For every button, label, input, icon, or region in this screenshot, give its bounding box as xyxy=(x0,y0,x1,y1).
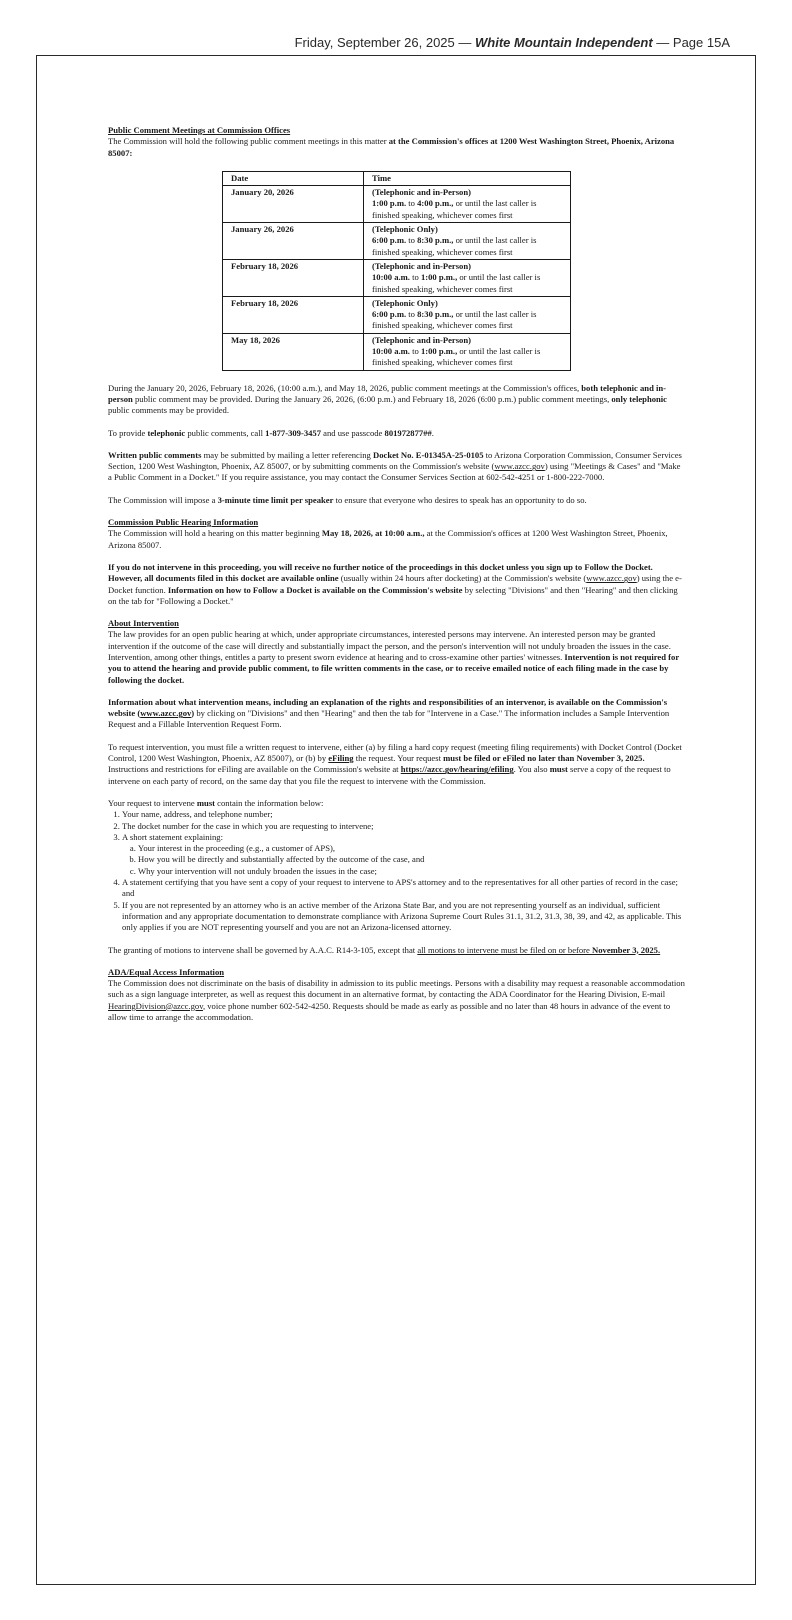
meetings-intro: The Commission will hold the following public comment meetings in this matter at the Commission's offices at 1200 West Washington Street, Phoenix, Arizona 85007: xyxy=(108,136,675,158)
intervention-info-paragraph: Information about what intervention means, including an explanation of the rights and responsibilities of an intervenor, is available on the Commission's website (www.azcc.gov) by clicking on "Divisions" and then "Hearing" and then the tab for "Intervene in a Case." The information includes a Sample Intervention Request and a Fillable Intervention Request Form. xyxy=(108,696,670,730)
column-header-time: Time xyxy=(364,171,571,185)
meeting-time: (Telephonic and in-Person) 10:00 a.m. to 1:00 p.m., or until the last caller is finished speaking, whichever comes first xyxy=(364,259,571,296)
meeting-time: (Telephonic and in-Person) 1:00 p.m. to 4:00 p.m., or until the last caller is finished speaking, whichever comes first xyxy=(364,186,571,223)
time-limit-paragraph: The Commission will impose a 3-minute time limit per speaker to ensure that everyone who desires to speak has an opportunity to do so. xyxy=(108,494,587,505)
meeting-format-paragraph: During the January 20, 2026, February 18, 2026, (10:00 a.m.), and May 18, 2026, public comment meetings at the Commission's offices, both telephonic and in-person public comment may be provided. During the January 26, 2026, (6:00 p.m.) and February 18, 2026 (6:00 p.m.) public comment meetings, only telephonic public comments may be provided. xyxy=(108,382,667,416)
list-item: 1. Your name, address, and telephone number; xyxy=(122,809,686,820)
list-item: 5. If you are not represented by an attorney who is an active member of the Arizona State Bar, and you are not representing yourself as an individual, sufficient information and any appropriate documentation to demonstrate compliance with Arizona Supreme Court Rules 31.1, 31.2, 31.3, 38, 39, and 42, as applicable. This only applies if you are NOT representing yourself and you are not an Arizona-licensed attorney. xyxy=(122,900,686,934)
section-title-ada: ADA/Equal Access Information xyxy=(108,966,225,977)
notice-body xyxy=(108,125,686,1034)
list-item: a. Your interest in the proceeding (e.g., a customer of APS), xyxy=(138,843,686,854)
list-item: b. How you will be directly and substantially affected by the outcome of the case, and xyxy=(138,854,686,865)
table-row xyxy=(223,296,571,333)
list-item: 3. A short statement explaining: a. Your interest in the proceeding (e.g., a customer of APS), b. How you will be directly and substantially affected by the outcome of the case, and c. Why your intervention will not unduly broaden the issues in the case; xyxy=(122,832,686,877)
table-header-row xyxy=(223,171,571,185)
intervention-request-paragraph: To request intervention, you must file a written request to intervene, either (a) by filing a hard copy request (meeting filing requirements) with Docket Control (Docket Control, 1200 West Washington, Phoenix, AZ 85007), or (b) by eFiling the request. Your request must be filed or eFiled no later than November 3, 2025. Instructions and restrictions for eFiling are available on the Commission's website at https://azcc.gov/hearing/efiling. You also must serve a copy of the request to intervene on each party of record, on the same day that you file the request to intervene with the Commission. xyxy=(108,741,682,786)
list-item: c. Why your intervention will not unduly broaden the issues in the case; xyxy=(138,866,686,877)
list-item: 4. A statement certifying that you have sent a copy of your request to intervene to APS's attorney and to the representatives for all other parties of record in the case; and xyxy=(122,877,686,900)
table-row xyxy=(223,259,571,296)
column-header-date: Date xyxy=(223,171,364,185)
meeting-date: January 20, 2026 xyxy=(223,186,364,223)
meeting-date: January 26, 2026 xyxy=(223,223,364,260)
section-title-meetings: Public Comment Meetings at Commission Offices xyxy=(108,125,291,135)
meeting-time: (Telephonic and in-Person) 10:00 a.m. to 1:00 p.m., or until the last caller is finished speaking, whichever comes first xyxy=(364,333,571,370)
hearing-date-paragraph: The Commission will hold a hearing on this matter beginning May 18, 2026, at 10:00 a.m., at the Commission's offices at 1200 West Washington Street, Phoenix, Arizona 85007. xyxy=(108,528,668,550)
list-item: 2. The docket number for the case in which you are requesting to intervene; xyxy=(122,821,686,832)
follow-docket-paragraph: If you do not intervene in this proceeding, you will receive no further notice of the proceedings in this docket unless you sign up to Follow the Docket. However, all documents filed in this docket are available online (usually within 24 hours after docketing) at the Commission's website (www.azcc.gov) using the e-Docket function. Information on how to Follow a Docket is available on the Commission's website by selecting "Divisions" and then "Hearing" and then clicking on the tab for "Following a Docket." xyxy=(108,561,682,606)
motions-paragraph: The granting of motions to intervene shall be governed by A.A.C. R14-3-105, except that all motions to intervene must be filed on or before November 3, 2025. xyxy=(108,944,661,955)
phone-number: 1-877-309-3457 xyxy=(265,427,322,438)
meeting-time: (Telephonic Only) 6:00 p.m. to 8:30 p.m., or until the last caller is finished speaking, whichever comes first xyxy=(364,223,571,260)
section-title-intervention: About Intervention xyxy=(108,618,179,629)
intervention-law-paragraph: The law provides for an open public hearing at which, under appropriate circumstances, interested persons may intervene. An interested person may be granted intervention if the outcome of the case will directly and substantially impact the person, and the person's intervention will not unduly broaden the issues in the case. Intervention, among other things, entitles a party to present sworn evidence at hearing and to cross-examine other parties' witnesses. Intervention is not required for you to attend the hearing and provide public comment, to file written comments in the case, or to receive emailed notice of each filing made in the case by following the docket. xyxy=(108,629,679,685)
table-row xyxy=(223,223,571,260)
filing-deadline: must be filed or eFiled no later than November 3, 2025. xyxy=(443,753,645,764)
table-row xyxy=(223,333,571,370)
header-date: Friday, September 26, 2025 — xyxy=(294,35,472,50)
efiling-link[interactable]: eFiling xyxy=(328,753,354,764)
passcode: 801972877## xyxy=(384,427,432,438)
section-title-hearing: Commission Public Hearing Information xyxy=(108,517,259,528)
page-number: — Page 15A xyxy=(656,35,730,50)
hearing-division-email-link[interactable]: HearingDivision@azcc.gov xyxy=(108,1000,203,1011)
meeting-date: February 18, 2026 xyxy=(223,296,364,333)
meeting-time: (Telephonic Only) 6:00 p.m. to 8:30 p.m., or until the last caller is finished speaking, whichever comes first xyxy=(364,296,571,333)
meeting-schedule-table xyxy=(222,171,571,371)
meeting-date: May 18, 2026 xyxy=(223,333,364,370)
motions-deadline: November 3, 2025. xyxy=(592,944,661,955)
efiling-url-link[interactable]: https://azcc.gov/hearing/efiling xyxy=(400,764,514,775)
meeting-date: February 18, 2026 xyxy=(223,259,364,296)
requirements-intro: Your request to intervene must contain the information below: xyxy=(108,797,324,808)
azcc-website-link[interactable]: www.azcc.gov xyxy=(140,708,192,719)
telephonic-instructions: To provide telephonic public comments, call 1-877-309-3457 and use passcode 801972877##. xyxy=(108,427,434,438)
azcc-website-link[interactable]: www.azcc.gov xyxy=(494,461,545,472)
publication-name: White Mountain Independent xyxy=(475,35,653,50)
written-comments-paragraph: Written public comments may be submitted by mailing a letter referencing Docket No. E-01345A-25-0105 to Arizona Corporation Commission, Consumer Services Section, 1200 West Washington, Phoenix, AZ 85007, or by submitting comments on the Commission's website (www.azcc.gov) using "Meetings & Cases" and "Make a Public Comment in a Docket." If you require assistance, you may contact the Consumer Services Section at 602-542-4251 or 1-800-222-7000. xyxy=(108,449,682,483)
ada-paragraph: The Commission does not discriminate on the basis of disability in admission to its public meetings. Persons with a disability may request a reasonable accommodation such as a sign language interpreter, as well as request this document in an alternative format, by contacting the ADA Coordinator for the Hearing Division, E-mail HearingDivision@azcc.gov, voice phone number 602-542-4250. Requests should be made as early as possible and no later than 48 hours in advance of the event to allow time to arrange the accommodation. xyxy=(108,978,685,1022)
docket-number: Docket No. E-01345A-25-0105 xyxy=(373,449,484,460)
azcc-website-link[interactable]: www.azcc.gov xyxy=(586,573,637,584)
table-row xyxy=(223,186,571,223)
requirements-list xyxy=(108,809,686,933)
sub-requirements-list xyxy=(122,843,686,877)
page-header xyxy=(295,35,730,50)
